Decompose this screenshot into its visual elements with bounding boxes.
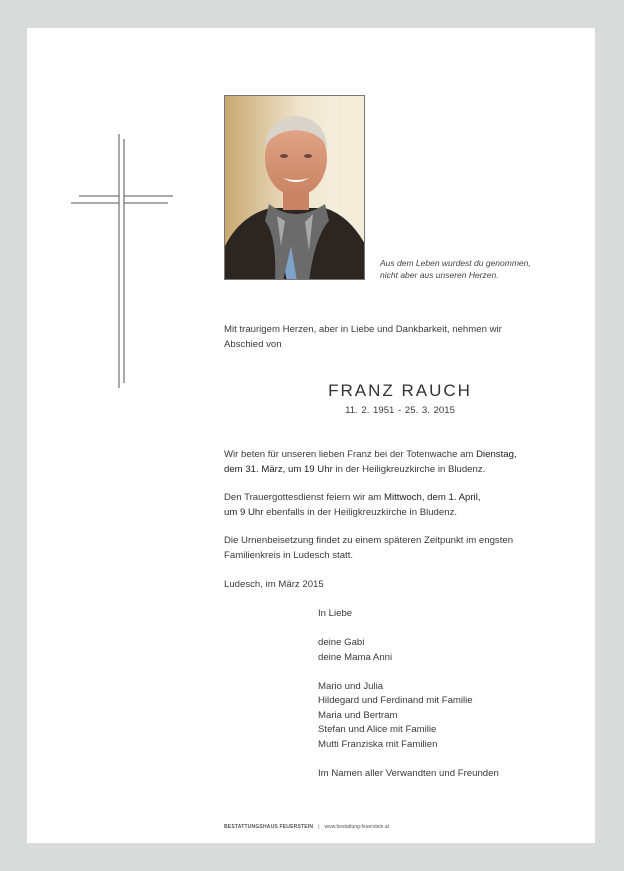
signature-line: Mutti Franziska mit Familien: [318, 738, 438, 750]
funeral-home-name: BESTATTUNGSHAUS FEUERSTEIN: [224, 824, 314, 830]
mass-location: ebenfalls in der Heiligkreuzkirche in Bludenz.: [263, 506, 458, 518]
signature-line: Stefan und Alice mit Familie: [318, 724, 437, 735]
relatives-line: Im Namen aller Verwandten und Freunden: [318, 767, 499, 779]
signature-line: Hildegard und Ferdinand mit Familie: [318, 695, 473, 706]
quote-line: nicht aber aus unseren Herzen.: [380, 270, 499, 280]
memorial-quote: [380, 257, 580, 281]
website-link[interactable]: www.bestattung-feuerstein.at: [324, 824, 389, 830]
wake-location: in der Heiligkreuzkirche in Bludenz.: [332, 463, 486, 475]
signature-line: Mario und Julia: [318, 680, 384, 692]
portrait-photo: [224, 95, 365, 280]
intro-line: Mit traurigem Herzen, aber in Liebe und Dankbarkeit, nehmen wir: [224, 324, 502, 335]
footer: [224, 824, 389, 830]
signature-line: deine Gabi: [318, 637, 365, 648]
deceased-name: FRANZ RAUCH: [328, 381, 472, 400]
footer-separator: |: [318, 824, 320, 830]
wake-day: Dienstag,: [476, 449, 517, 460]
funeral-mass-announcement: [224, 491, 569, 520]
signature-line: deine Mama Anni: [318, 651, 393, 663]
urn-line: Familienkreis in Ludesch statt.: [224, 549, 354, 561]
place-and-date: Ludesch, im März 2015: [224, 579, 324, 590]
wake-date-time: dem 31. März, um 19 Uhr: [224, 463, 333, 475]
mass-text: Den Trauergottesdienst feiern wir am: [224, 492, 384, 503]
urn-line: Die Urnenbeisetzung findet zu einem späteren Zeitpunkt im engsten: [224, 535, 514, 546]
urn-burial-announcement: [224, 534, 569, 563]
wake-text: Wir beten für unseren lieben Franz bei der Totenwache am: [224, 449, 477, 460]
quote-line: Aus dem Leben wurdest du genommen,: [380, 258, 531, 268]
obituary-sheet: [27, 28, 595, 843]
wake-announcement: [224, 448, 569, 477]
intro-line: Abschied von: [224, 338, 282, 350]
signature-line: Maria und Bertram: [318, 709, 398, 721]
mass-date: Mittwoch, dem 1. April,: [383, 492, 481, 503]
life-dates: 11. 2. 1951 - 25. 3. 2015: [345, 405, 455, 416]
intro-text: [224, 323, 564, 352]
closing-signatures: [318, 607, 499, 781]
in-love-line: In Liebe: [318, 608, 353, 619]
cross-icon: [27, 28, 187, 408]
mass-time: um 9 Uhr: [224, 506, 264, 518]
